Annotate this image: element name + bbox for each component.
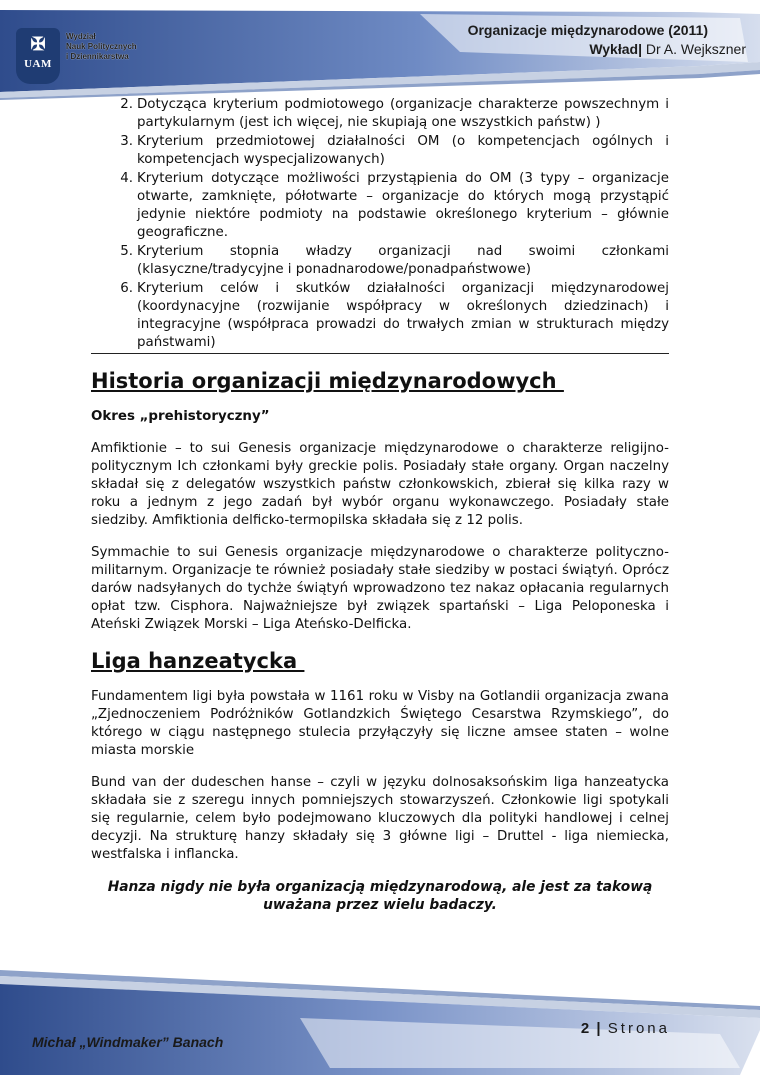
author-name: Michał „Windmaker” Banach: [32, 1034, 224, 1050]
page-number: 2: [580, 1020, 590, 1037]
list-number: 4.: [120, 171, 133, 186]
list-item: [91, 170, 669, 242]
list-number: 6.: [120, 281, 133, 296]
section-divider: [91, 353, 669, 354]
list-number: 2.: [120, 97, 133, 112]
list-number: 5.: [120, 244, 133, 259]
lecturer-name: Dr A. Wejkszner: [645, 41, 746, 57]
list-number: 3.: [120, 134, 133, 149]
list-text: Kryterium celów i skutków działalności organizacji międzynarodowej (koordynacyjne (rozwijanie współpracy w określonych dziedzinach) i integracyjne (współpraca prowadzi do trwałych zmian w strukturach między państwami): [137, 281, 669, 350]
faculty-line-2: Nauk Politycznych: [66, 42, 137, 51]
page-indicator: [581, 1020, 670, 1037]
faculty-line-1: Wydział: [66, 32, 96, 41]
paragraph-amphictyony: Amfiktionie – to sui Genesis organizacje międzynarodowe o charakterze religijno-politycznym Ich członkami były greckie polis. Posiadały stałe organy. Organ naczelny składał się z delegatów wszystkich państw członkowskich, zbierał się kilka razy w roku a jednym z jego zadań był wybór organu wykonawczego. Posiadały stałe siedziby. Amfiktionia delficko-termopilska składała się z 12 polis.: [91, 441, 669, 528]
paragraph-hanse-foundation: Fundamentem ligi była powstała w 1161 roku w Visby na Gotlandii organizacja zwana „Zjednoczeniem Podróżników Gotlandzkich Świętego Cesarstwa Rzymskiego”, do którego w ciągu następnego stulecia przyłączyły się liczne amsee staten – wolne miasta morskie: [91, 689, 669, 758]
list-text: Kryterium dotyczące możliwości przystąpienia do OM (3 typy – organizacje otwarte, zamknięte, półotwarte – organizacje do których mogą przystąpić jedynie niektóre podmioty na podstawie określonego kryterium – głównie geograficzne.: [137, 171, 669, 240]
list-item: [91, 133, 669, 169]
lecture-info: [589, 41, 746, 57]
university-logo: [16, 28, 60, 84]
section-heading-hanseatic: Liga hanzeatycka: [91, 649, 305, 673]
list-item: [91, 96, 669, 132]
subheading-prehistoric: Okres „prehistoryczny”: [91, 409, 270, 424]
faculty-line-3: i Dziennikarstwa: [66, 52, 129, 61]
page-word: Strona: [607, 1020, 670, 1037]
logo-abbreviation: UAM: [24, 58, 52, 70]
emphasis-quote: Hanza nigdy nie była organizacją międzynarodową, ale jest za takową uważana przez wielu badaczy.: [107, 879, 653, 913]
list-item: [91, 243, 669, 279]
list-text: Kryterium przedmiotowej działalności OM (o kompetencjach ogólnych i kompetencjach wyspecjalizowanych): [137, 134, 669, 167]
eagle-icon: ✠: [30, 34, 46, 54]
document-body: [91, 96, 669, 914]
faculty-name: [66, 32, 146, 62]
section-heading-history: Historia organizacji międzynarodowych: [91, 369, 564, 393]
criteria-list: [91, 96, 669, 352]
document-title: Organizacje międzynarodowe (2011): [467, 22, 708, 38]
paragraph-hanse-structure: Bund van der dudeschen hanse – czyli w języku dolnosaksońskim liga hanzeatycka składała sie z szeregu innych pomniejszych stowarzyszeń. Członkowie ligi spotykali się regularnie, celem było podejmowano kluczowych dla polityki handlowej i celnej decyzji. Na strukturę hanzy składały się 3 główne ligi – Druttel - liga niemiecka, westfalska i inflancka.: [91, 775, 669, 862]
list-text: Dotycząca kryterium podmiotowego (organizacje charakterze powszechnym i partykularnym (jest ich więcej, nie skupiają one wszystkich państw) ): [137, 97, 669, 130]
list-text: Kryterium stopnia władzy organizacji nad swoimi członkami (klasyczne/tradycyjne i ponadnarodowe/ponadpaństwowe): [137, 244, 669, 277]
lecture-separator: |: [638, 41, 642, 57]
paragraph-symmachy: Symmachie to sui Genesis organizacje międzynarodowe o charakterze polityczno-militarnym. Organizacje te również posiadały stałe siedziby w postaci świątyń. Oprócz darów nadsyłanych do tychże świątyń wprowadzono tez nakaz opłacania regularnych opłat tzw. Cisphora. Najważniejsze był związek spartański – Liga Peloponeska i Ateński Związek Morski – Liga Ateńsko-Delficka.: [91, 545, 669, 632]
lecture-label: Wykład: [589, 41, 639, 57]
list-item: [91, 280, 669, 352]
page-separator: |: [596, 1020, 601, 1037]
